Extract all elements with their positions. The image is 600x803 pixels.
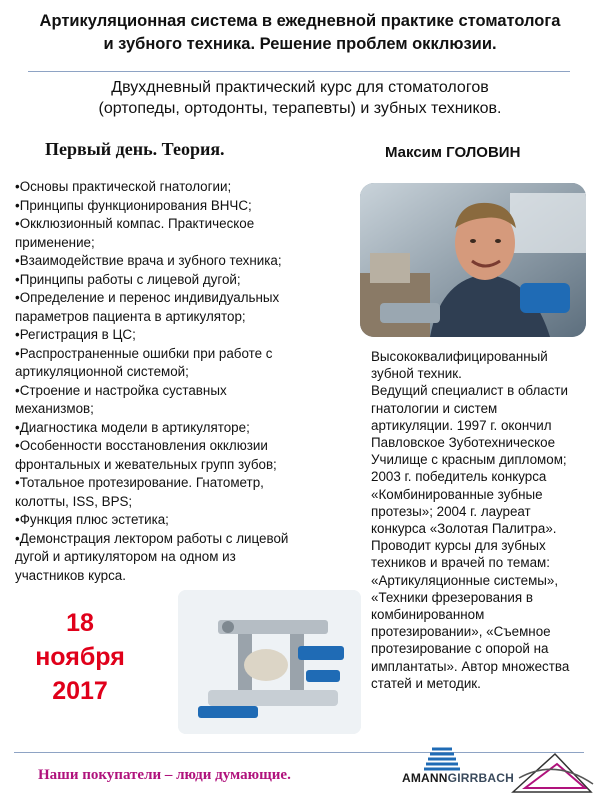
bio-line: имплантаты». Автор множества <box>371 658 570 674</box>
topic-line: механизмов; <box>15 401 94 416</box>
brand-wordmark <box>402 771 512 785</box>
footer-slogan: Наши покупатели – люди думающие. <box>38 767 291 783</box>
bio-line: 2003 г. победитель конкурса <box>371 469 547 485</box>
topic-line: применение; <box>15 234 95 250</box>
speaker-bio <box>371 348 591 692</box>
amann-girrbach-logo <box>402 744 502 794</box>
articulator-photo <box>178 590 361 734</box>
topic-line: фронтальных и жевательных групп зубов; <box>15 456 277 472</box>
topic-line: •Диагностика модели в артикуляторе; <box>15 419 250 435</box>
course-subtitle <box>10 77 590 119</box>
brand-mark-icon <box>402 744 502 772</box>
topic-list <box>15 178 315 585</box>
topic-line: колотты, ISS, BPS; <box>15 493 133 509</box>
event-date <box>20 606 140 708</box>
triangle-logo-icon <box>505 748 597 798</box>
topic-line: •Принципы работы с лицевой дугой; <box>15 271 241 287</box>
bio-line: Павловское Зуботехническое <box>371 435 556 451</box>
topic-line: •Принципы функционирования ВНЧС; <box>15 197 252 213</box>
top-divider <box>28 71 570 72</box>
course-subtitle-line-2: (ортопеды, ортодонты, терапевты) и зубных техников. <box>98 100 502 117</box>
topic-line: •Функция плюс эстетика; <box>15 512 169 527</box>
event-day: 18 <box>66 609 94 637</box>
topic-line: •Особенности восстановления окклюзии <box>15 438 268 453</box>
topic-line: •Строение и настройка суставных <box>15 382 227 398</box>
topic-line: •Регистрация в ЦС; <box>15 327 136 342</box>
course-title-line-2: и зубного техника. Решение проблем окклюзии. <box>103 35 497 53</box>
bio-line: Высококвалифицированный <box>371 349 548 364</box>
topic-line: дугой и артикулятором на одном из <box>15 549 236 564</box>
topic-line: •Основы практической гнатологии; <box>15 179 232 194</box>
bio-line: зубной техник. <box>371 366 462 382</box>
bio-line: протезирование с опорой на <box>371 641 549 657</box>
bio-line: «Артикуляционные системы», <box>371 572 559 588</box>
topic-line: •Определение и перенос индивидуальных <box>15 290 280 305</box>
event-year: 2017 <box>52 677 108 705</box>
bio-line: Проводит курсы для зубных <box>371 538 546 554</box>
bio-line: статей и методик. <box>371 675 481 691</box>
bio-line: техников и врачей по темам: <box>371 555 550 571</box>
event-month: ноября <box>35 643 125 671</box>
topic-line: •Демонстрация лектором работы с лицевой <box>15 530 289 546</box>
topic-line: •Взаимодействие врача и зубного техника; <box>15 253 282 268</box>
course-subtitle-line-1: Двухдневный практический курс для стоматологов <box>111 79 489 96</box>
bio-line: протезировании», «Съемное <box>371 624 551 640</box>
brand-part-2: GIRRBACH <box>447 771 514 785</box>
bio-line: комбинированном <box>371 607 485 623</box>
topic-line: артикуляционной системой; <box>15 364 189 379</box>
topic-line: •Окклюзионный компас. Практическое <box>15 216 255 231</box>
day-one-heading: Первый день. Теория. <box>45 139 225 159</box>
articulator-icon <box>178 590 361 734</box>
bio-line: артикуляции. 1997 г. окончил <box>371 417 552 433</box>
topic-line: параметров пациента в артикулятор; <box>15 308 246 324</box>
bio-line: гнатологии и систем <box>371 400 498 416</box>
topic-line: •Распространенные ошибки при работе с <box>15 345 273 361</box>
brand-part-1: AMANN <box>402 771 448 785</box>
bio-line: «Техники фрезерования в <box>371 589 533 605</box>
bio-line: конкурса «Золотая Палитра». <box>371 521 557 537</box>
bio-line: протезы»; 2004 г. лауреат <box>371 503 531 519</box>
bio-line: Училище с красным дипломом; <box>371 452 567 468</box>
course-title <box>10 10 590 56</box>
topic-line: •Тотальное протезирование. Гнатометр, <box>15 475 264 490</box>
bio-line: «Комбинированные зубные <box>371 486 543 502</box>
bio-line: Ведущий специалист в области <box>371 383 569 399</box>
triangle-logo <box>505 748 597 798</box>
course-title-line-1: Артикуляционная система в ежедневной практике стоматолога <box>39 12 561 30</box>
speaker-photo <box>360 183 586 337</box>
portrait-photo-icon <box>360 183 586 337</box>
topic-line: участников курса. <box>15 567 126 583</box>
speaker-name: Максим ГОЛОВИН <box>385 144 521 161</box>
